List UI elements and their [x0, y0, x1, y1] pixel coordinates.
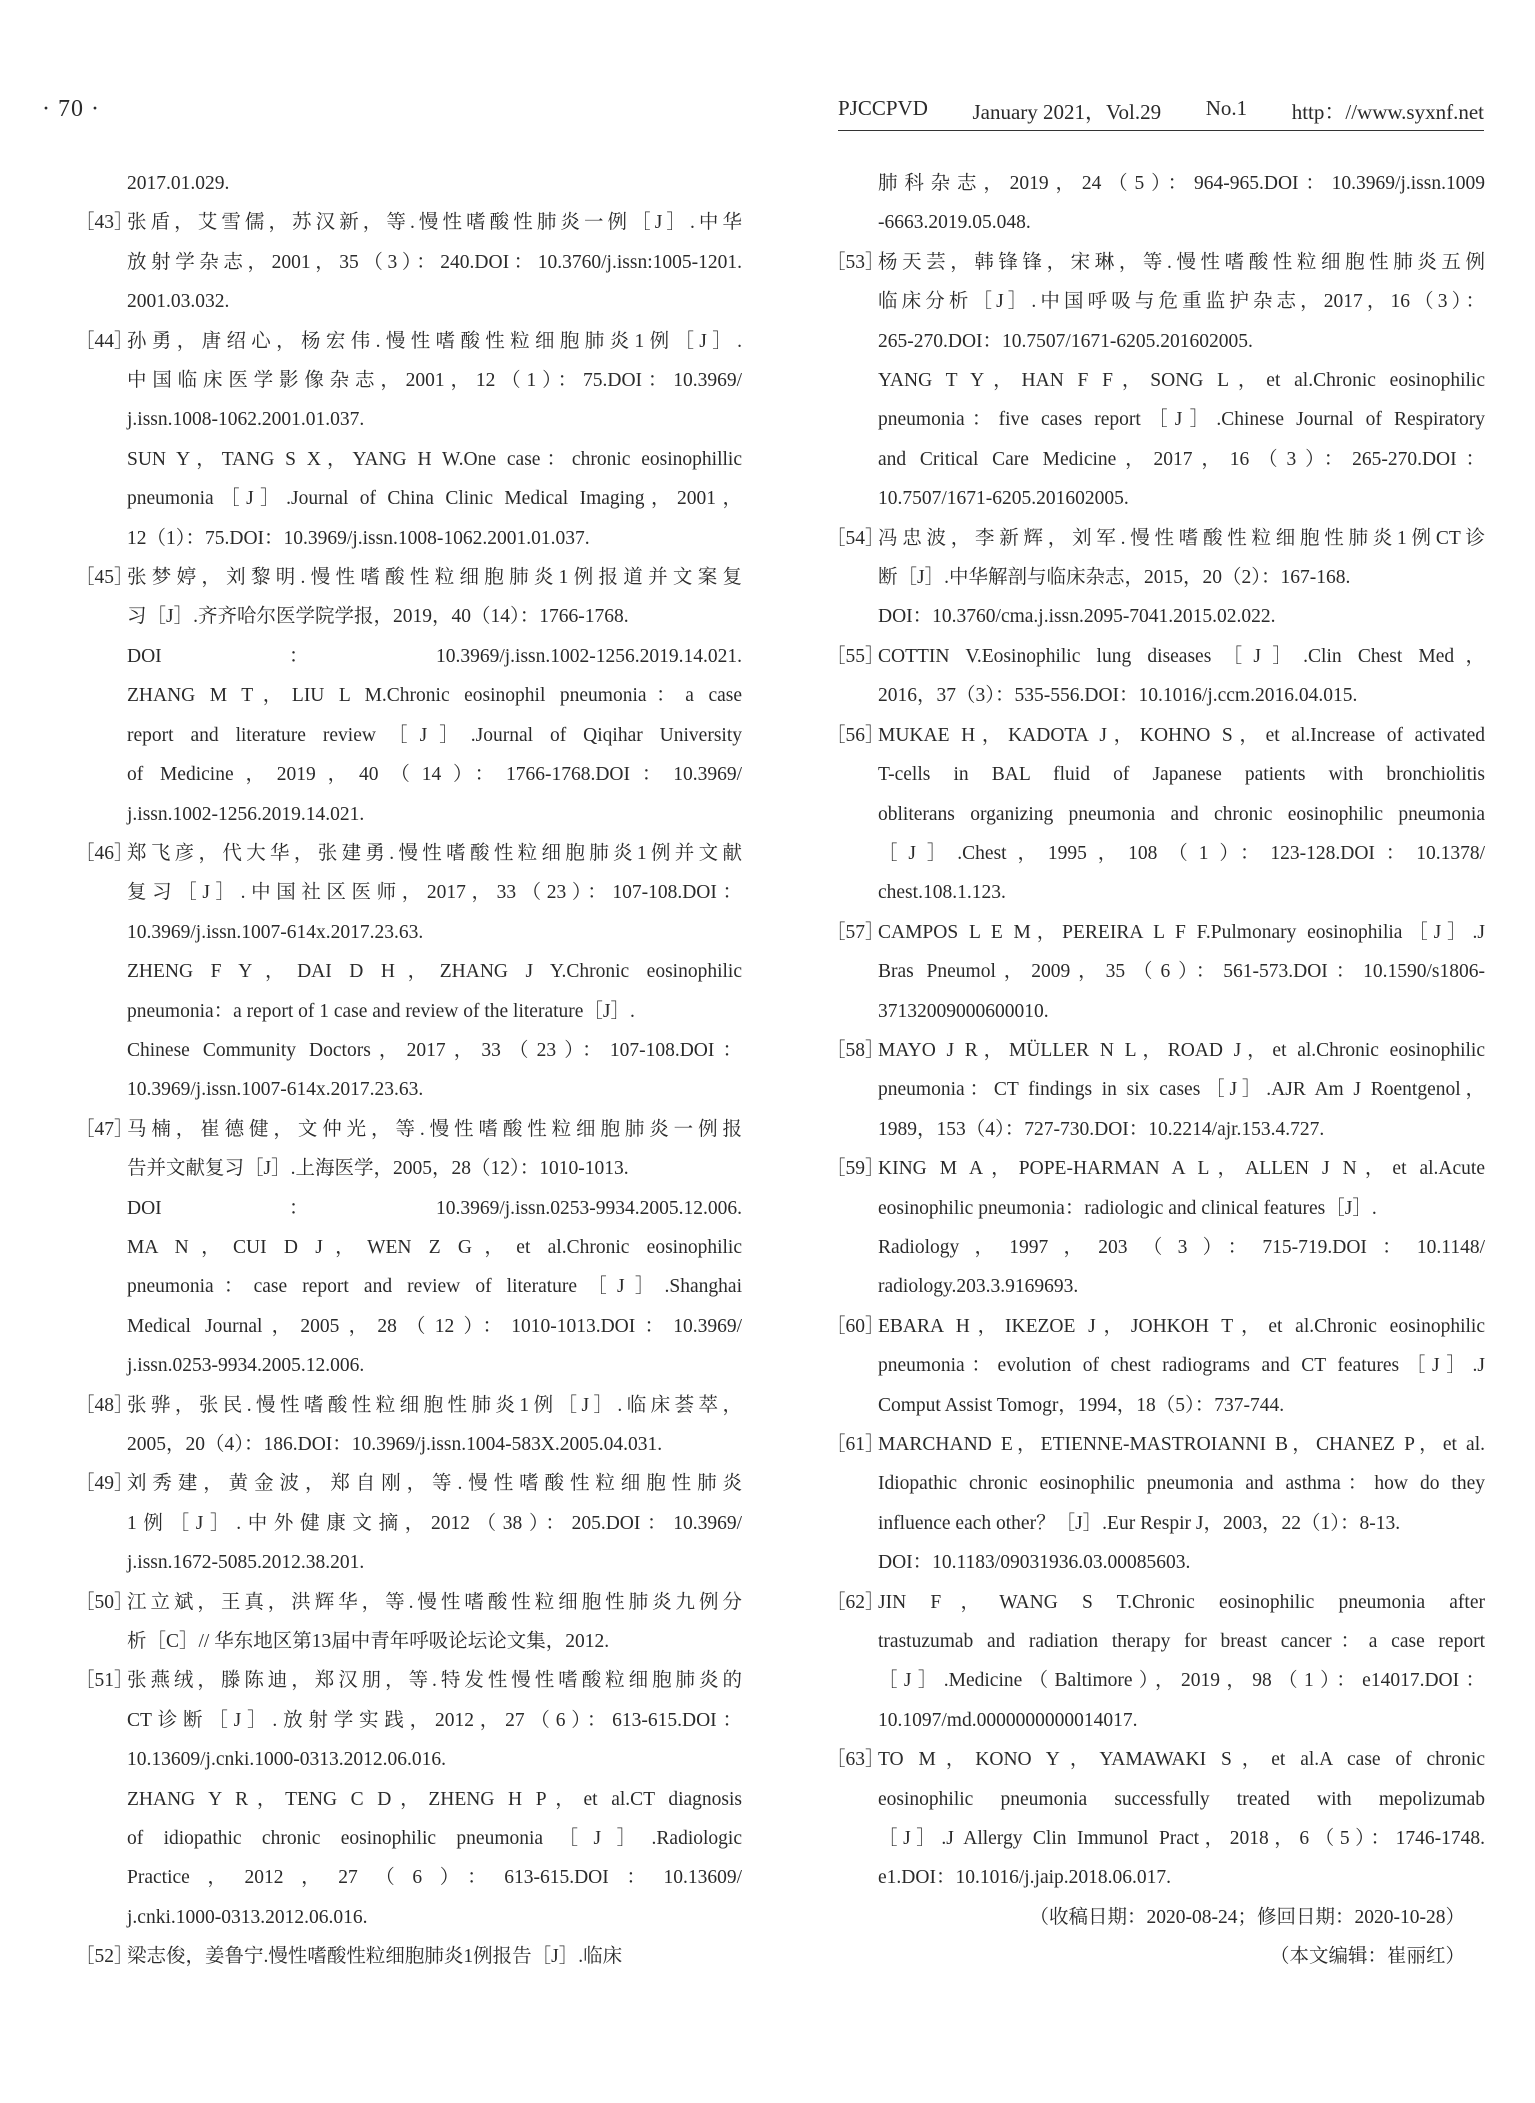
reference-entry	[826, 1740, 1485, 1898]
reference-entry	[75, 322, 742, 558]
reference-line: of Medicine，2019，40（14）：1766-1768.DOI：10.3969/	[127, 764, 742, 786]
reference-line: Practice，2012，27（6）：613-615.DOI：10.13609/	[127, 1867, 742, 1889]
reference-line: MUKAE H，KADOTA J，KOHNO S，et al.Increase of activated	[878, 724, 1485, 746]
reference-line: and Critical Care Medicine，2017，16（3）：265-270.DOI：	[878, 448, 1485, 470]
reference-line: COTTIN V.Eosinophilic lung diseases［J］.Clin Chest Med，	[878, 645, 1485, 667]
reference-line: EBARA H，IKEZOE J，JOHKOH T，et al.Chronic eosinophilic	[878, 1315, 1485, 1337]
reference-line: 杨天芸，韩锋锋，宋琳，等.慢性嗜酸性粒细胞性肺炎五例	[878, 251, 1485, 273]
page-number: · 70 ·	[42, 96, 100, 122]
reference-line: KING M A，POPE-HARMAN A L，ALLEN J N，et al.Acute	[878, 1158, 1485, 1180]
reference-number: ［51］	[75, 1670, 134, 1692]
reference-line: influence each other？［J］.Eur Respir J，2003，22（1）：8-13.	[878, 1512, 1401, 1534]
reference-line: Chinese Community Doctors，2017，33（23）：107-108.DOI：	[127, 1039, 742, 1061]
reference-entry	[75, 834, 742, 1110]
reference-column-left	[75, 164, 742, 1977]
reference-entry	[75, 1464, 742, 1582]
reference-line: 梁志俊，姜鲁宁.慢性嗜酸性粒细胞肺炎1例报告［J］.临床	[127, 1946, 623, 1968]
reference-line: Idiopathic chronic eosinophilic pneumonia and asthma：how do they	[878, 1473, 1485, 1495]
reference-line: ［J］.Chest，1995，108（1）：123-128.DOI：10.1378/	[878, 842, 1485, 864]
reference-line: 12（1）：75.DOI：10.3969/j.issn.1008-1062.2001.01.037.	[127, 527, 590, 549]
issue-number: No.1	[1205, 96, 1248, 120]
reference-number: ［45］	[75, 567, 134, 589]
journal-url[interactable]: http：//www.syxnf.net	[1291, 100, 1484, 124]
reference-number: ［55］	[826, 645, 885, 667]
reference-line: 37132009000600010.	[878, 1000, 1049, 1022]
reference-line: ［J］.J Allergy Clin Immunol Pract，2018，6（5）：1746-1748.	[878, 1828, 1485, 1850]
reference-line: SUN Y，TANG S X，YANG H W.One case：chronic eosinophillic	[127, 448, 742, 470]
reference-line: 郑飞彦，代大华，张建勇.慢性嗜酸性粒细胞肺炎1例并文献	[127, 842, 742, 864]
reference-line: ZHANG M T，LIU L M.Chronic eosinophil pneumonia：a case	[127, 685, 742, 707]
reference-number: ［60］	[826, 1315, 885, 1337]
reference-line: pneumonia：CT findings in six cases［J］.AJR Am J Roentgenol，	[878, 1079, 1485, 1101]
issue-date: January 2021，Vol.29	[972, 100, 1162, 124]
reference-entry	[826, 1425, 1485, 1583]
reference-number: ［46］	[75, 842, 134, 864]
reference-entry	[75, 1661, 742, 1937]
journal-abbrev: PJCCPVD	[838, 96, 928, 120]
reference-line: DOI：10.3969/j.issn.0253-9934.2005.12.006.	[127, 1197, 742, 1219]
reference-number: ［58］	[826, 1039, 885, 1061]
reference-line: 10.3969/j.issn.1007-614x.2017.23.63.	[127, 1079, 424, 1101]
reference-entry	[75, 1386, 742, 1465]
reference-line: eosinophilic pneumonia：radiologic and clinical features［J］.	[878, 1197, 1377, 1219]
reference-line: trastuzumab and radiation therapy for breast cancer：a case report	[878, 1631, 1485, 1653]
reference-line: 2005，20（4）：186.DOI：10.3969/j.issn.1004-583X.2005.04.031.	[127, 1434, 663, 1455]
reference-line: eosinophilic pneumonia successfully treated with mepolizumab	[878, 1788, 1485, 1810]
reference-line: obliterans organizing pneumonia and chronic eosinophilic pneumonia	[878, 803, 1485, 825]
reference-number: ［53］	[826, 251, 885, 273]
reference-line: 2016，37（3）：535-556.DOI：10.1016/j.ccm.2016.04.015.	[878, 685, 1358, 707]
reference-number: ［56］	[826, 724, 885, 746]
reference-line: 刘秀建，黄金波，郑自刚，等.慢性嗜酸性粒细胞性肺炎	[127, 1473, 742, 1495]
reference-line: pneumonia：case report and review of literature［J］.Shanghai	[127, 1276, 742, 1298]
reference-line: of idiopathic chronic eosinophilic pneumonia［J］.Radiologic	[127, 1828, 742, 1850]
reference-entry	[826, 716, 1485, 913]
reference-line: 1989，153（4）：727-730.DOI：10.2214/ajr.153.4.727.	[878, 1118, 1325, 1140]
reference-line: pneumonia：five cases report［J］.Chinese Journal of Respiratory	[878, 409, 1485, 431]
reference-entry	[826, 519, 1485, 637]
reference-number: ［44］	[75, 330, 134, 352]
reference-line: radiology.203.3.9169693.	[878, 1276, 1079, 1298]
reference-line: 张盾，艾雪儒，苏汉新，等.慢性嗜酸性肺炎一例［J］.中华	[127, 212, 742, 234]
reference-line: 断［J］.中华解剖与临床杂志，2015，20（2）：167-168.	[878, 567, 1351, 589]
reference-line: DOI：10.3760/cma.j.issn.2095-7041.2015.02.022.	[878, 606, 1276, 628]
reference-column-right	[826, 164, 1485, 1977]
reference-entry	[826, 1583, 1485, 1741]
reference-number: ［52］	[75, 1946, 134, 1968]
reference-line: report and literature review［J］.Journal of Qiqihar University	[127, 724, 742, 746]
reference-entry	[826, 1031, 1485, 1149]
reference-line: 10.13609/j.cnki.1000-0313.2012.06.016.	[127, 1749, 447, 1771]
reference-line: pneumonia：a report of 1 case and review of the literature［J］.	[127, 1000, 635, 1022]
reference-line: pneumonia：evolution of chest radiograms and CT features［J］.J	[878, 1355, 1485, 1377]
reference-line: 10.1097/md.0000000000014017.	[878, 1709, 1138, 1731]
reference-line: Medical Journal，2005，28（12）：1010-1013.DOI：10.3969/	[127, 1315, 742, 1337]
reference-entry	[826, 913, 1485, 1031]
received-revised-dates: （收稿日期：2020-08-24；修回日期：2020-10-28）	[1029, 1906, 1465, 1928]
reference-line: ZHENG F Y，DAI D H，ZHANG J Y.Chronic eosinophilic	[127, 961, 742, 983]
reference-number: ［54］	[826, 527, 885, 549]
reference-line: 析［C］// 华东地区第13届中青年呼吸论坛论文集，2012.	[127, 1631, 610, 1653]
reference-continuation	[86, 164, 742, 203]
reference-line: ［J］.Medicine（Baltimore），2019，98（1）：e14017.DOI：	[878, 1670, 1485, 1692]
reference-line: 孙勇，唐绍心，杨宏伟.慢性嗜酸性粒细胞肺炎1例［J］.	[127, 330, 742, 352]
reference-entry	[826, 637, 1485, 716]
reference-line: 冯忠波，李新辉，刘军.慢性嗜酸性粒细胞性肺炎1例CT诊	[878, 527, 1485, 549]
reference-line: chest.108.1.123.	[878, 882, 1006, 904]
reference-line: 临床分析［J］.中国呼吸与危重监护杂志，2017，16（3）：	[878, 291, 1485, 313]
reference-line: DOI：10.1183/09031936.03.00085603.	[878, 1552, 1191, 1574]
reference-line: 10.7507/1671-6205.201602005.	[878, 488, 1129, 510]
reference-entry	[75, 1583, 742, 1662]
reference-line: TO M，KONO Y，YAMAWAKI S，et al.A case of chronic	[878, 1749, 1485, 1771]
reference-line: 2001.03.032.	[127, 291, 230, 313]
reference-line: j.issn.1672-5085.2012.38.201.	[127, 1552, 365, 1574]
reference-line: 告并文献复习［J］.上海医学，2005，28（12）：1010-1013.	[127, 1158, 629, 1180]
reference-line: 中国临床医学影像杂志，2001，12（1）：75.DOI：10.3969/	[127, 370, 742, 392]
reference-line: 265-270.DOI：10.7507/1671-6205.201602005.	[878, 330, 1253, 352]
reference-line: 2017.01.029.	[127, 173, 230, 194]
reference-line: 张燕绒，滕陈迪，郑汉朋，等.特发性慢性嗜酸粒细胞肺炎的	[127, 1670, 742, 1692]
reference-line: MA N，CUI D J，WEN Z G，et al.Chronic eosinophilic	[127, 1236, 742, 1258]
reference-line: pneumonia［J］.Journal of China Clinic Medical Imaging，2001，	[127, 488, 742, 510]
reference-number: ［47］	[75, 1118, 134, 1140]
reference-line: 张骅，张民.慢性嗜酸性粒细胞性肺炎1例［J］.临床荟萃，	[127, 1394, 742, 1416]
reference-line: MAYO J R，MÜLLER N L，ROAD J，et al.Chronic eosinophilic	[878, 1039, 1485, 1061]
reference-line: Bras Pneumol，2009，35（6）：561-573.DOI：10.1590/s1806-	[878, 961, 1485, 983]
reference-line: 习［J］.齐齐哈尔医学院学报，2019，40（14）：1766-1768.	[127, 606, 629, 628]
reference-entry	[826, 243, 1485, 519]
reference-line: Radiology，1997，203（3）：715-719.DOI：10.1148/	[878, 1236, 1485, 1258]
editor-note: （本文编辑：崔丽红）	[1269, 1946, 1465, 1968]
reference-number: ［49］	[75, 1473, 134, 1495]
reference-line: CT诊断［J］.放射学实践，2012，27（6）：613-615.DOI：	[127, 1709, 742, 1731]
reference-number: ［59］	[826, 1158, 885, 1180]
reference-line: YANG T Y，HAN F F，SONG L，et al.Chronic eosinophilic	[878, 370, 1485, 392]
reference-line: 10.3969/j.issn.1007-614x.2017.23.63.	[127, 921, 424, 943]
reference-line: DOI：10.3969/j.issn.1002-1256.2019.14.021.	[127, 645, 742, 667]
reference-line: j.issn.0253-9934.2005.12.006.	[127, 1355, 365, 1377]
reference-line: -6663.2019.05.048.	[878, 212, 1031, 234]
reference-number: ［63］	[826, 1749, 885, 1771]
reference-line: 马楠，崔德健，文仲光，等.慢性嗜酸性粒细胞肺炎一例报	[127, 1118, 742, 1140]
reference-line: T-cells in BAL fluid of Japanese patients with bronchiolitis	[878, 764, 1485, 786]
reference-line: 1例［J］.中外健康文摘，2012（38）：205.DOI：10.3969/	[127, 1512, 742, 1534]
reference-number: ［57］	[826, 921, 885, 943]
reference-entry	[826, 1307, 1485, 1425]
reference-line: CAMPOS L E M，PEREIRA L F F.Pulmonary eosinophilia［J］.J	[878, 921, 1485, 943]
reference-entry	[75, 203, 742, 321]
reference-line: j.issn.1008-1062.2001.01.037.	[127, 409, 365, 431]
reference-line: ZHANG Y R，TENG C D，ZHENG H P，et al.CT diagnosis	[127, 1788, 742, 1810]
reference-entry	[75, 1937, 742, 1976]
reference-line: 江立斌，王真，洪辉华，等.慢性嗜酸性粒细胞性肺炎九例分	[127, 1591, 742, 1613]
reference-number: ［50］	[75, 1591, 134, 1613]
reference-line: MARCHAND E，ETIENNE-MASTROIANNI B，CHANEZ P，et al.	[878, 1434, 1485, 1455]
reference-line: e1.DOI：10.1016/j.jaip.2018.06.017.	[878, 1867, 1172, 1889]
reference-number: ［48］	[75, 1394, 134, 1416]
reference-line: 复习［J］.中国社区医师，2017，33（23）：107-108.DOI：	[127, 882, 742, 904]
reference-number: ［43］	[75, 212, 134, 234]
reference-entry	[826, 1149, 1485, 1307]
reference-line: j.issn.1002-1256.2019.14.021.	[127, 803, 365, 825]
reference-continuation	[837, 164, 1485, 203]
reference-line: j.cnki.1000-0313.2012.06.016.	[127, 1906, 368, 1928]
running-header	[838, 96, 1484, 131]
reference-line: JIN F，WANG S T.Chronic eosinophilic pneumonia after	[878, 1591, 1485, 1613]
reference-continuation	[837, 203, 1485, 242]
reference-line: 肺科杂志，2019，24（5）：964-965.DOI：10.3969/j.issn.1009	[878, 173, 1485, 194]
reference-number: ［61］	[826, 1434, 885, 1455]
reference-entry	[75, 1110, 742, 1386]
reference-line: 张梦婷，刘黎明.慢性嗜酸性粒细胞肺炎1例报道并文案复	[127, 567, 742, 589]
reference-line: Comput Assist Tomogr，1994，18（5）：737-744.	[878, 1394, 1285, 1416]
reference-line: 放射学杂志，2001，35（3）：240.DOI：10.3760/j.issn:1005-1201.	[127, 251, 742, 273]
reference-number: ［62］	[826, 1591, 885, 1613]
reference-entry	[75, 558, 742, 834]
